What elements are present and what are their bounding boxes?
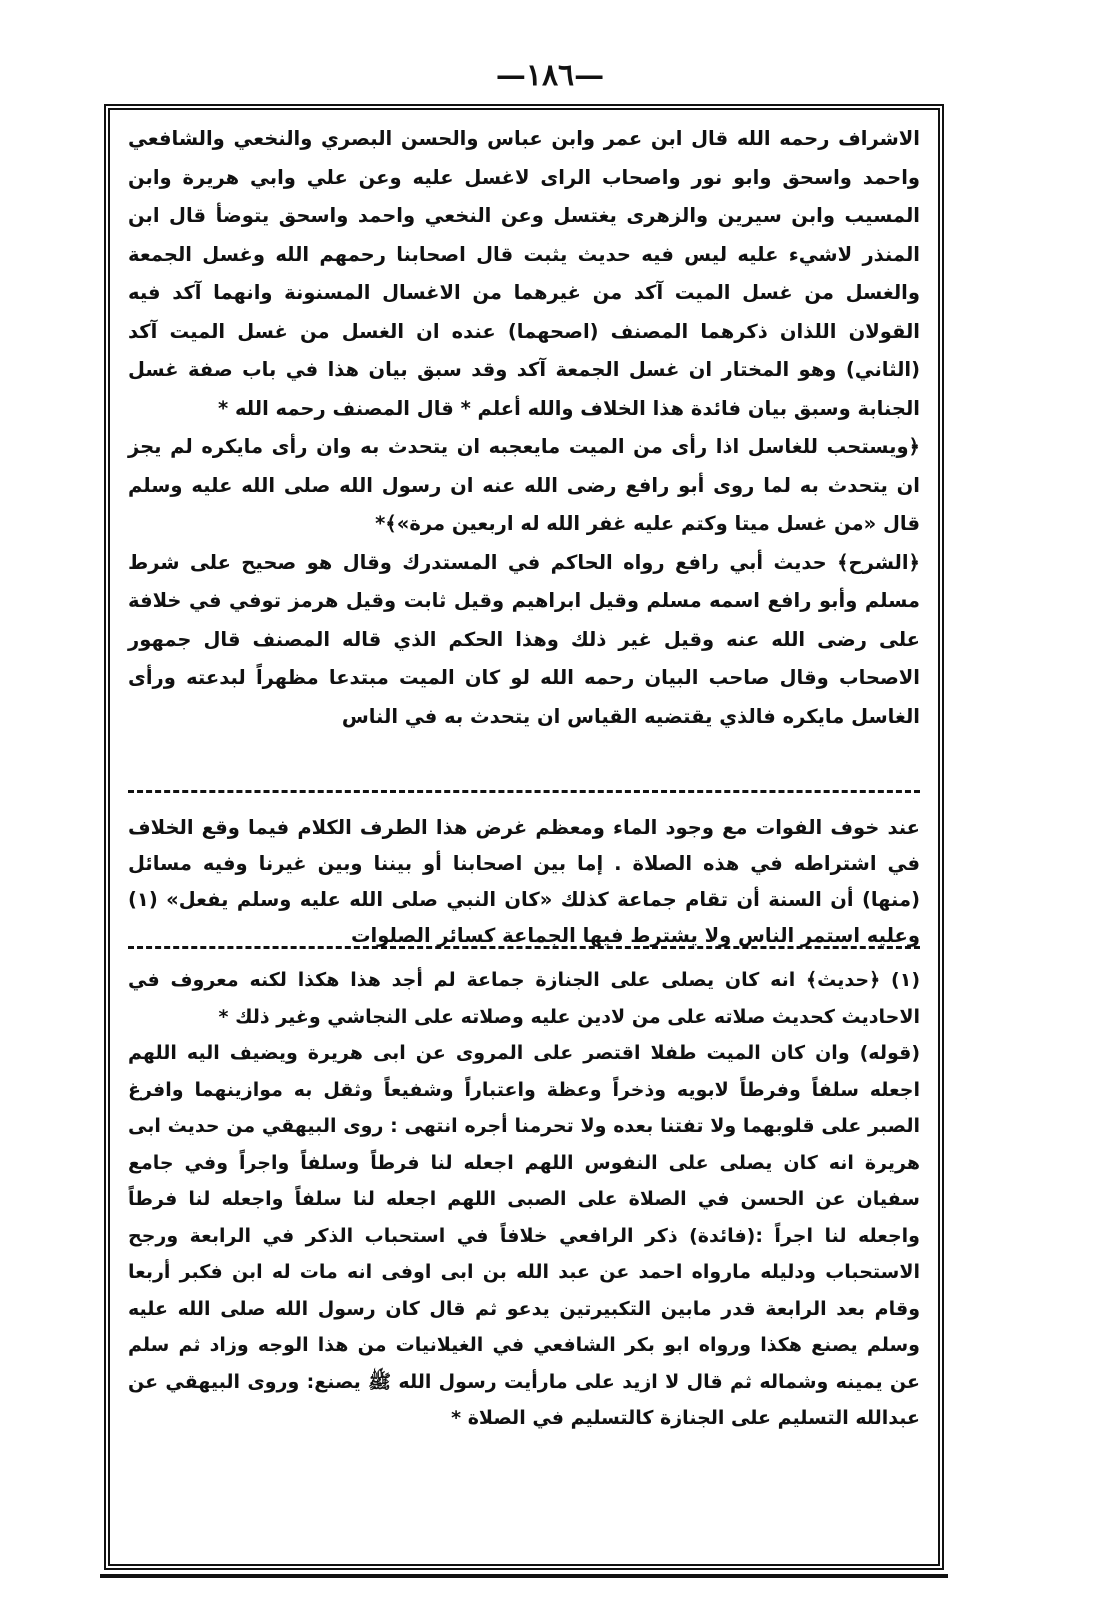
footnote-divider bbox=[128, 946, 920, 949]
main-paragraph-2: ﴿ويستحب للغاسل اذا رأى من الميت مايعجبه ان يتحدث به وان رأى مايكره لم يجز ان يتحدث به لما روى أبو رافع رضى الله عنه ان رسول الله صلى الله عليه وسلم قال «من غسل ميتا وكتم عليه غفر الله له اربعين مرة»﴾* bbox=[128, 435, 920, 535]
footnote-2: (قوله) وان كان الميت طفلا اقتصر على المروى عن ابى هريرة ويضيف اليه اللهم اجعله سلفاً وفرطاً لابويه وذخراً وعظة واعتباراً وشفيعاً وثقل به موازينهما وافرغ الصبر على قلوبهما ولا تفتنا بعده ولا تحرمنا أجره انتهى : روى البيهقي من حديث ابى هريرة انه كان يصلى على النفوس اللهم اجعله لنا فرطاً وسلفاً واجراً وفي جامع سفيان عن الحسن في الصلاة على الصبى اللهم اجعله لنا سلفاً واجعله لنا فرطاً واجعله لنا اجراً :(فائدة) ذكر الرافعي خلافاً في استحباب الذكر في الرابعة ورجح الاستحباب ودليله مارواه احمد عن عبد الله بن ابى اوفى انه مات له ابن فكبر أربعا وقام بعد الرابعة قدر مابين التكبيرتين يدعو ثم قال كان رسول الله صلى الله عليه وسلم يصنع هكذا ورواه ابو بكر الشافعي في الغيلانيات من هذا الوجه وزاد ثم سلم عن يمينه وشماله ثم قال لا ازيد على مارأيت رسول الله ﷺ يصنع: وروى البيهقي عن عبدالله التسليم على الجنازة كالتسليم في الصلاة * bbox=[128, 1042, 920, 1429]
main-paragraph-3: ﴿الشرح﴾ حديث أبي رافع رواه الحاكم في المستدرك وقال هو صحيح على شرط مسلم وأبو رافع اسمه مسلم وقيل ابراهيم وقيل ثابت وقيل هرمز توفي في خلافة على رضى الله عنه وقيل غير ذلك وهذا الحكم الذي قاله المصنف قال جمهور الاصحاب وقال صاحب البيان رحمه الله لو كان الميت مبتدعا مظهراً لبدعته ورأى الغاسل مايكره فالذي يقتضيه القياس ان يتحدث به في الناس bbox=[128, 550, 920, 728]
page-number: —١٨٦— bbox=[495, 58, 605, 93]
main-paragraph-1: الاشراف رحمه الله قال ابن عمر وابن عباس والحسن البصري والنخعي والشافعي واحمد واسحق وابو نور واصحاب الراى لاغسل عليه وعن علي وابي هريرة وابن المسيب وابن سيرين والزهرى يغتسل وعن النخعي واحمد واسحق يتوضأ قال ابن المنذر لاشيء عليه ليس فيه حديث يثبت قال اصحابنا رحمهم الله وغسل الجمعة والغسل من غسل الميت آكد من غيرهما من الاغسال المسنونة وانهما آكد فيه القولان اللذان ذكرهما المصنف (اصحهما) عنده ان الغسل من غسل الميت آكد (الثاني) وهو المختار ان غسل الجمعة آكد وقد سبق بيان هذا في باب صفة غسل الجنابة وسبق بيان فائدة هذا الخلاف والله أعلم * قال المصنف رحمه الله * bbox=[128, 127, 920, 420]
section-divider bbox=[128, 790, 920, 793]
page-frame bbox=[104, 104, 944, 1570]
footnote-1: (١) ﴿حديث﴾ انه كان يصلى على الجنازة جماعة لم أجد هذا هكذا لكنه معروف في الاحاديث كحديث صلاته على من لادين عليه وصلاته على النجاشي وغير ذلك * bbox=[128, 969, 920, 1028]
footnotes bbox=[128, 962, 920, 1437]
page-bottom-rule bbox=[100, 1574, 948, 1578]
upper-commentary bbox=[128, 810, 920, 954]
main-text bbox=[128, 120, 920, 736]
upper-commentary-text: عند خوف الفوات مع وجود الماء ومعظم غرض هذا الطرف الكلام فيما وقع الخلاف في اشتراطه في هذه الصلاة . إما بين اصحابنا أو بيننا وبين غيرنا وفيه مسائل (منها) أن السنة أن تقام جماعة كذلك «كان النبي صلى الله عليه وسلم يفعل» (١) وعليه استمر الناس ولا يشترط فيها الجماعة كسائر الصلوات bbox=[128, 816, 920, 947]
